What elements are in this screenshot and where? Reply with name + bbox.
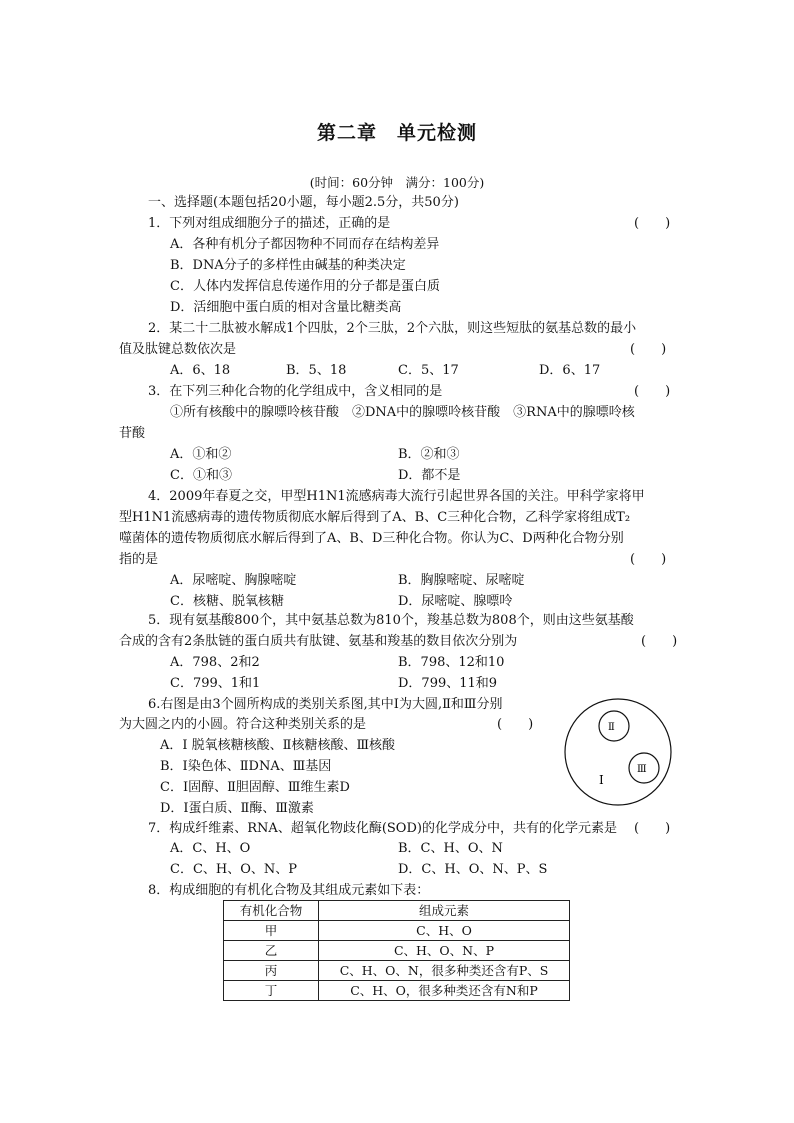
q5-option-a: A．798、2和2: [170, 655, 260, 670]
q4-option-a: A．尿嘧啶、胸腺嘧啶: [170, 573, 297, 588]
table-header: 有机化合物: [224, 901, 319, 921]
section-heading: 一、选择题(本题包括20小题，每小题2.5分，共50分): [148, 195, 459, 210]
venn-label-small1: Ⅱ: [608, 722, 615, 733]
table-header: 组成元素: [319, 901, 570, 921]
q6-stem-line2: 为大圆之内的小圆。符合这种类别关系的是: [119, 717, 367, 732]
q7-option-c: C．C、H、O、N、P: [170, 862, 298, 877]
q5-stem-line1: 5．现有氨基酸800个，其中氨基总数为810个，羧基总数为808个，则由这些氨基酸: [148, 613, 634, 628]
q2-option-d: D．6、17: [539, 363, 601, 378]
q4-option-b: B．胸腺嘧啶、尿嘧啶: [398, 573, 525, 588]
q3-option-b: B．②和③: [398, 447, 460, 462]
q7-option-b: B．C、H、O、N: [398, 841, 503, 856]
table-cell: C、H、O，很多种类还含有N和P: [319, 981, 570, 1001]
q7-answer-blank: ( ): [634, 821, 671, 836]
q5-option-b: B．798、12和10: [398, 655, 505, 670]
q4-answer-blank: ( ): [630, 552, 667, 567]
venn-diagram: [562, 696, 672, 808]
q6-option-b: B．Ⅰ染色体、ⅡDNA、Ⅲ基因: [160, 759, 332, 774]
q5-option-d: D．799、11和9: [398, 676, 498, 691]
q3-option-d: D．都不是: [398, 468, 461, 483]
q6-stem-line1: 6.右图是由3个圆所构成的类别关系图,其中Ⅰ为大圆,Ⅱ和Ⅲ分别: [148, 697, 503, 712]
q6-option-d: D．Ⅰ蛋白质、Ⅱ酶、Ⅲ激素: [160, 801, 314, 816]
q3-answer-blank: ( ): [634, 384, 671, 399]
exam-info: (时间：60分钟 满分：100分): [309, 175, 485, 190]
q2-option-c: C．5、17: [398, 363, 459, 378]
table-header-row: [224, 901, 570, 921]
table-cell: 丁: [224, 981, 319, 1001]
q1-option-a: A．各种有机分子都因物种不同而存在结构差异: [170, 237, 440, 252]
q4-option-d: D．尿嘧啶、腺嘌呤: [398, 594, 513, 609]
q7-option-a: A．C、H、O: [170, 841, 251, 856]
q3-option-a: A．①和②: [170, 447, 232, 462]
q3-items-line2: 苷酸: [119, 426, 146, 441]
table-row: [224, 981, 570, 1001]
q1-option-b: B．DNA分子的多样性由碱基的种类决定: [170, 258, 406, 273]
q2-stem-line2: 值及肽键总数依次是: [119, 342, 237, 357]
table-cell: C、H、O、N、P: [319, 941, 570, 961]
q1-answer-blank: ( ): [634, 216, 671, 231]
q4-stem-line2: 型H1N1流感病毒的遗传物质彻底水解后得到了A、B、C三种化合物，乙科学家将组成T₂: [119, 510, 631, 525]
table-cell: 乙: [224, 941, 319, 961]
q3-option-c: C．①和③: [170, 468, 232, 483]
q4-stem-line3: 噬菌体的遗传物质彻底水解后得到了A、B、D三种化合物。你认为C、D两种化合物分别: [119, 531, 624, 546]
q8-stem: 8．构成细胞的有机化合物及其组成元素如下表：: [148, 883, 430, 898]
q5-option-c: C．799、1和1: [170, 676, 261, 691]
q2-stem-line1: 2．某二十二肽被水解成1个四肽，2个三肽，2个六肽，则这些短肽的氨基总数的最小: [148, 321, 637, 336]
q2-answer-blank: ( ): [630, 342, 667, 357]
q6-answer-blank: ( ): [497, 717, 534, 732]
q3-items-line1: ①所有核酸中的腺嘌呤核苷酸 ②DNA中的腺嘌呤核苷酸 ③RNA中的腺嘌呤核: [170, 405, 635, 420]
q5-stem-line2: 合成的含有2条肽链的蛋白质共有肽键、氨基和羧基的数目依次分别为: [119, 634, 518, 649]
venn-big-circle: [565, 699, 671, 805]
q1-option-d: D．活细胞中蛋白质的相对含量比糖类高: [170, 300, 402, 315]
table-cell: C、H、O、N，很多种类还含有P、S: [319, 961, 570, 981]
table-cell: C、H、O: [319, 921, 570, 941]
q6-option-c: C．Ⅰ固醇、Ⅱ胆固醇、Ⅲ维生素D: [160, 780, 350, 795]
q3-stem: 3．在下列三种化合物的化学组成中，含义相同的是: [148, 384, 443, 399]
q7-stem: 7．构成纤维素、RNA、超氧化物歧化酶(SOD)的化学成分中，共有的化学元素是: [148, 821, 617, 836]
venn-label-big: Ⅰ: [599, 773, 604, 787]
q7-option-d: D．C、H、O、N、P、S: [398, 862, 548, 877]
table-row: [224, 921, 570, 941]
q4-stem-line1: 4．2009年春夏之交，甲型H1N1流感病毒大流行引起世界各国的关注。甲科学家将甲: [148, 489, 645, 504]
page-title: 第二章 单元检测: [316, 122, 477, 144]
elements-table: [223, 900, 570, 1001]
table-cell: 丙: [224, 961, 319, 981]
q2-option-b: B．5、18: [286, 363, 347, 378]
q1-stem: 1．下列对组成细胞分子的描述，正确的是: [148, 216, 391, 231]
q4-option-c: C．核糖、脱氧核糖: [170, 594, 284, 609]
q4-stem-line4: 指的是: [119, 552, 159, 567]
q2-option-a: A．6、18: [170, 363, 231, 378]
q1-option-c: C．人体内发挥信息传递作用的分子都是蛋白质: [170, 279, 440, 294]
venn-label-small2: Ⅲ: [637, 764, 647, 775]
table-row: [224, 941, 570, 961]
q6-option-a: A．Ⅰ 脱氧核糖核酸、Ⅱ核糖核酸、Ⅲ核酸: [160, 738, 396, 753]
table-cell: 甲: [224, 921, 319, 941]
table-row: [224, 961, 570, 981]
q5-answer-blank: ( ): [641, 634, 678, 649]
